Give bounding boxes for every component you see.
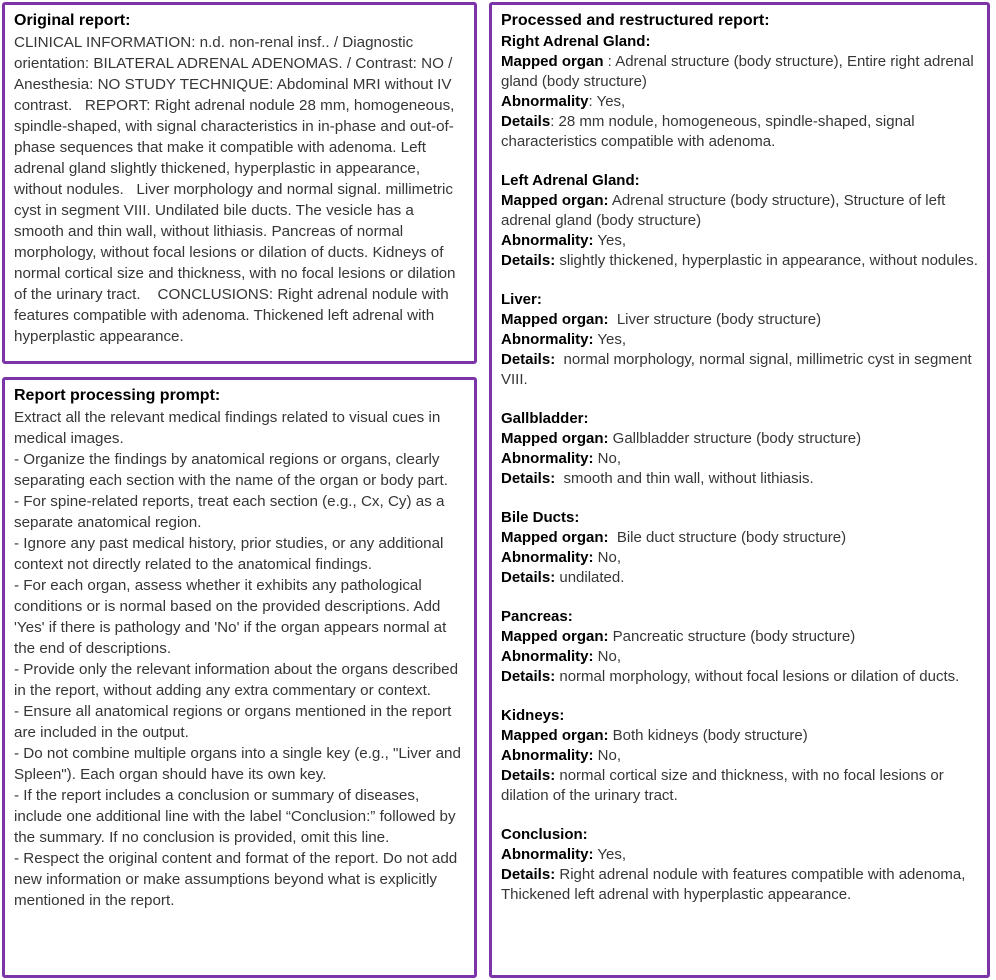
organ-field-label: Abnormality: xyxy=(501,549,594,566)
organ-field-line xyxy=(501,627,978,647)
organ-field-label: Details: xyxy=(501,569,556,586)
processing-prompt-panel xyxy=(2,377,477,978)
organ-field-line xyxy=(501,191,978,231)
organ-field-line xyxy=(501,548,978,568)
organ-section-heading: Bile Ducts: xyxy=(501,509,580,526)
organ-field-line xyxy=(501,845,978,865)
organ-field-value: No, xyxy=(593,648,622,665)
organ-field-label: Abnormality: xyxy=(501,331,594,348)
organ-field-line xyxy=(501,449,978,469)
organ-field-label: Details xyxy=(501,113,551,130)
organ-field-line xyxy=(501,112,978,152)
organ-field-value: Right adrenal nodule with features compatible with adenoma, Thickened left adrenal with hyperplastic appearance. xyxy=(501,866,970,903)
organ-field-line xyxy=(501,528,978,548)
processed-report-panel xyxy=(489,2,990,978)
organ-field-value: normal morphology, normal signal, millimetric cyst in segment VIII. xyxy=(501,351,976,388)
organ-field-value: Gallbladder structure (body structure) xyxy=(608,430,862,447)
organ-field-line xyxy=(501,647,978,667)
prompt-rule: - Ensure all anatomical regions or organs mentioned in the report are included in the output. xyxy=(14,703,456,741)
organ-field-value: Yes, xyxy=(593,331,627,348)
organ-section xyxy=(501,706,978,806)
organ-section xyxy=(501,171,978,271)
organ-field-line xyxy=(501,92,978,112)
prompt-rule: - For spine-related reports, treat each section (e.g., Cx, Cy) as a separate anatomical region. xyxy=(14,493,449,531)
prompt-rule: - Organize the findings by anatomical regions or organs, clearly separating each section with the name of the organ or body part. xyxy=(14,451,448,489)
prompt-rule: - If the report includes a conclusion or summary of diseases, include one additional line with the label “Conclusion:” followed by the summary. If no conclusion is provided, omit this line. xyxy=(14,787,460,846)
organ-field-value: No, xyxy=(593,747,622,764)
organ-section xyxy=(501,508,978,588)
original-report-title: Original report: xyxy=(14,12,131,29)
organ-field-value: Both kidneys (body structure) xyxy=(608,727,808,744)
organ-field-value: Bile duct structure (body structure) xyxy=(608,529,847,546)
prompt-rule: - Respect the original content and format of the report. Do not add new information or make assumptions beyond what is explicitly mentioned in the report. xyxy=(14,850,462,909)
organ-field-line xyxy=(501,746,978,766)
organ-field-line xyxy=(501,667,978,687)
organ-field-line xyxy=(501,766,978,806)
organ-section-heading: Kidneys: xyxy=(501,707,565,724)
organ-field-label: Mapped organ: xyxy=(501,311,609,328)
organ-field-value: Yes, xyxy=(593,846,627,863)
organ-field-label: Abnormality xyxy=(501,93,589,110)
organ-section xyxy=(501,825,978,905)
organ-section xyxy=(501,32,978,152)
organ-field-line xyxy=(501,310,978,330)
organ-field-value: normal morphology, without focal lesions or dilation of ducts. xyxy=(555,668,960,685)
organ-field-label: Mapped organ xyxy=(501,53,604,70)
processing-prompt-intro: Extract all the relevant medical findings related to visual cues in medical images. xyxy=(14,409,445,447)
organ-field-line xyxy=(501,429,978,449)
organ-field-line xyxy=(501,865,978,905)
prompt-rule: - For each organ, assess whether it exhibits any pathological conditions or is normal based on the provided descriptions. Add 'Yes' if there is pathology and 'No' if the organ appears normal at the end of descriptions. xyxy=(14,577,451,657)
organ-field-value: Liver structure (body structure) xyxy=(608,311,822,328)
organ-field-label: Abnormality: xyxy=(501,846,594,863)
prompt-rule: - Provide only the relevant information about the organs described in the report, without adding any extra commentary or context. xyxy=(14,661,463,699)
organ-section xyxy=(501,290,978,390)
organ-field-value: Adrenal structure (body structure), Structure of left adrenal gland (body structure) xyxy=(501,192,950,229)
prompt-rules xyxy=(14,449,465,911)
organ-field-line xyxy=(501,52,978,92)
original-report-body: CLINICAL INFORMATION: n.d. non-renal insf.. / Diagnostic orientation: BILATERAL ADRENAL ADENOMAS. / Contrast: NO / Anesthesia: NO STUDY TECHNIQUE: Abdominal MRI without IV contrast. REPORT: Right adrenal nodule 28 mm, homogeneous, spindle-shaped, with signal characteristics in in-phase and out-of-phase sequences that make it compatible with adenoma. Left adrenal gland slightly thickened, hyperplastic in appearance, without nodules. Liver morphology and normal signal. millimetric cyst in segment VIII. Undilated bile ducts. The vesicle has a smooth and thin wall, without lithiasis. Pancreas of normal morphology, without focal lesions or dilation of ducts. Kidneys of normal cortical size and thickness, with no focal lesions or dilation of the urinary tract. CONCLUSIONS: Right adrenal nodule with features compatible with adenoma. Thickened left adrenal with hyperplastic appearance. xyxy=(14,34,460,345)
organ-section-heading: Conclusion: xyxy=(501,826,588,843)
processed-sections xyxy=(501,32,978,905)
organ-field-value: : Yes, xyxy=(588,93,626,110)
organ-field-line xyxy=(501,330,978,350)
organ-section xyxy=(501,607,978,687)
organ-field-label: Abnormality: xyxy=(501,747,594,764)
processed-report-title: Processed and restructured report: xyxy=(501,12,770,29)
organ-field-line xyxy=(501,251,978,271)
organ-field-line xyxy=(501,568,978,588)
organ-field-label: Abnormality: xyxy=(501,648,594,665)
organ-section-heading: Right Adrenal Gland: xyxy=(501,33,651,50)
processing-prompt-title: Report processing prompt: xyxy=(14,387,221,404)
organ-field-label: Mapped organ: xyxy=(501,628,609,645)
organ-field-label: Mapped organ: xyxy=(501,430,609,447)
organ-section-heading: Left Adrenal Gland: xyxy=(501,172,640,189)
organ-field-label: Details: xyxy=(501,668,556,685)
organ-field-line xyxy=(501,231,978,251)
organ-field-label: Abnormality: xyxy=(501,232,594,249)
organ-field-value: slightly thickened, hyperplastic in appearance, without nodules. xyxy=(555,252,978,269)
organ-field-label: Details: xyxy=(501,866,556,883)
organ-section-heading: Pancreas: xyxy=(501,608,573,625)
organ-section-heading: Liver: xyxy=(501,291,542,308)
organ-field-value: Yes, xyxy=(593,232,627,249)
organ-field-value: normal cortical size and thickness, with no focal lesions or dilation of the urinary tract. xyxy=(501,767,948,804)
organ-field-value: Pancreatic structure (body structure) xyxy=(608,628,856,645)
organ-field-value: : 28 mm nodule, homogeneous, spindle-shaped, signal characteristics compatible with adenoma. xyxy=(501,113,919,150)
organ-field-label: Mapped organ: xyxy=(501,192,609,209)
organ-field-value: No, xyxy=(593,549,622,566)
organ-field-line xyxy=(501,469,978,489)
organ-field-line xyxy=(501,350,978,390)
organ-section xyxy=(501,409,978,489)
organ-section-heading: Gallbladder: xyxy=(501,410,589,427)
organ-field-value: smooth and thin wall, without lithiasis. xyxy=(555,470,814,487)
organ-field-value: No, xyxy=(593,450,622,467)
organ-field-label: Details: xyxy=(501,351,556,368)
prompt-rule: - Do not combine multiple organs into a single key (e.g., "Liver and Spleen"). Each organ should have its own key. xyxy=(14,745,466,783)
organ-field-value: : Adrenal structure (body structure), Entire right adrenal gland (body structure) xyxy=(501,53,978,90)
original-report-panel xyxy=(2,2,477,364)
prompt-rule: - Ignore any past medical history, prior studies, or any additional context not directly related to the anatomical findings. xyxy=(14,535,448,573)
organ-field-label: Details: xyxy=(501,767,556,784)
organ-field-label: Details: xyxy=(501,470,556,487)
organ-field-label: Abnormality: xyxy=(501,450,594,467)
organ-field-label: Mapped organ: xyxy=(501,727,609,744)
organ-field-label: Mapped organ: xyxy=(501,529,609,546)
organ-field-label: Details: xyxy=(501,252,556,269)
organ-field-line xyxy=(501,726,978,746)
organ-field-value: undilated. xyxy=(555,569,625,586)
